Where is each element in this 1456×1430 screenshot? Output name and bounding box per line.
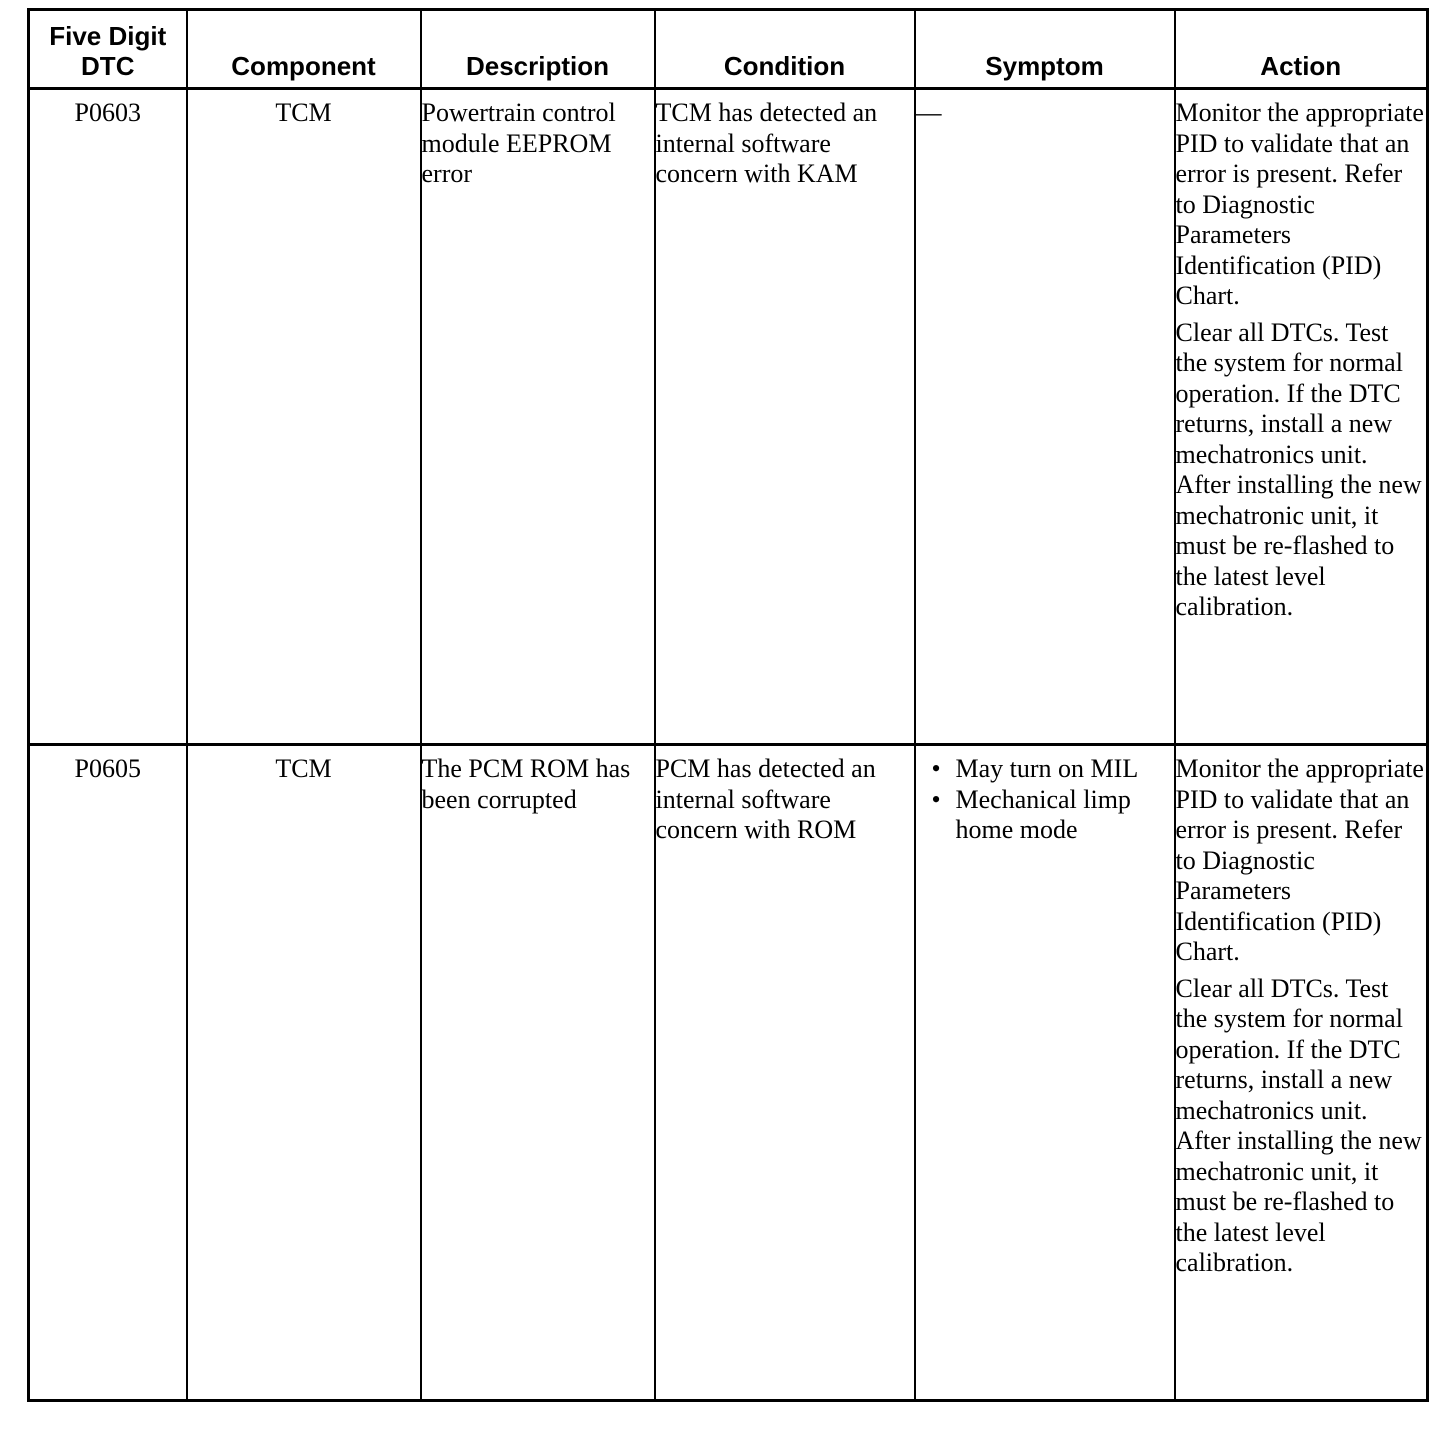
action-cell [1175, 745, 1428, 1401]
component-cell: TCM [187, 745, 421, 1401]
dtc-code-cell: P0603 [29, 89, 187, 745]
component-cell: TCM [187, 89, 421, 745]
action-paragraph-clear: Clear all DTCs. Test the system for normal operation. If the DTC returns, install a new mechatronics unit. After installing the new mechatronic unit, it must be re-flashed to the latest level calibration. [1175, 317, 1422, 621]
table-row [29, 89, 1428, 745]
table-row [29, 745, 1428, 1401]
header-dtc-line2: DTC [81, 51, 135, 81]
header-action: Action [1175, 10, 1428, 89]
symptom-none-dash: — [915, 98, 942, 127]
header-dtc-line1: Five Digit [49, 21, 167, 51]
bullet-icon: • [931, 754, 941, 783]
header-row [29, 10, 1428, 89]
description-cell: The PCM ROM has been corrupted [421, 745, 655, 1401]
action-paragraph-clear: Clear all DTCs. Test the system for normal operation. If the DTC returns, install a new mechatronics unit. After installing the new mechatronic unit, it must be re-flashed to the latest level calibration. [1175, 973, 1422, 1277]
action-paragraph-monitor: Monitor the appropriate PID to validate that an error is present. Refer to Diagnostic Parameters Identification (PID) Chart. [1175, 98, 1424, 310]
dtc-code-cell: P0605 [29, 745, 187, 1401]
symptom-list-item [932, 785, 1174, 846]
symptom-cell [915, 89, 1175, 745]
header-five-digit-dtc [29, 10, 187, 89]
dtc-table [27, 8, 1429, 1402]
symptom-text: May turn on MIL [955, 754, 1139, 783]
action-paragraph-monitor: Monitor the appropriate PID to validate that an error is present. Refer to Diagnostic Parameters Identification (PID) Chart. [1175, 754, 1424, 966]
condition-cell: TCM has detected an internal software concern with KAM [655, 89, 915, 745]
symptom-text: Mechanical limp home mode [955, 784, 1131, 844]
header-description: Description [421, 10, 655, 89]
header-component: Component [187, 10, 421, 89]
symptom-list [916, 754, 1174, 846]
header-symptom: Symptom [915, 10, 1175, 89]
symptom-list-item [932, 754, 1174, 785]
bullet-icon: • [931, 784, 941, 814]
symptom-cell [915, 745, 1175, 1401]
action-cell [1175, 89, 1428, 745]
description-cell: Powertrain control module EEPROM error [421, 89, 655, 745]
condition-cell: PCM has detected an internal software concern with ROM [655, 745, 915, 1401]
header-condition: Condition [655, 10, 915, 89]
